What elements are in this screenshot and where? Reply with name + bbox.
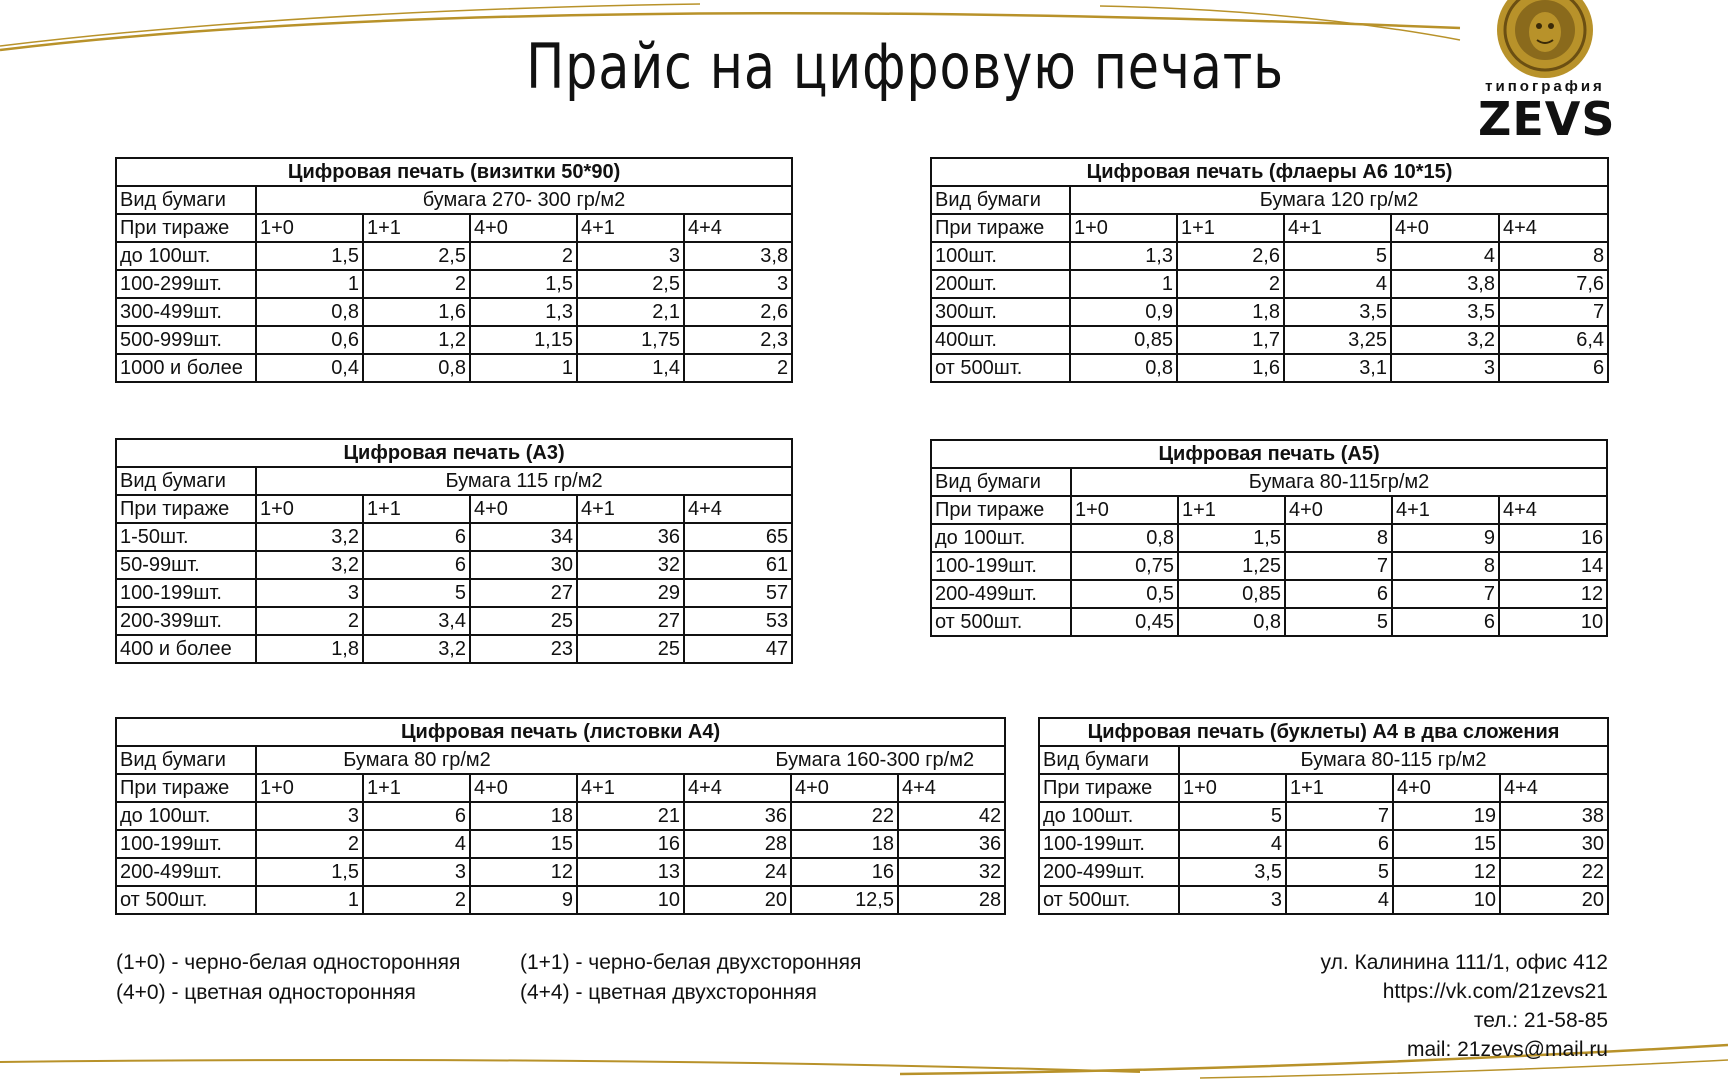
price-cell: 2,1 — [577, 298, 684, 326]
price-cell: 3 — [577, 242, 684, 270]
contact-info — [1321, 948, 1608, 1064]
price-table-a5 — [930, 439, 1608, 637]
table-row — [931, 326, 1608, 354]
col-header: 4+4 — [1499, 496, 1607, 524]
col-header: 4+0 — [470, 495, 577, 523]
price-cell: 2 — [256, 830, 363, 858]
price-cell: 5 — [1286, 858, 1393, 886]
price-cell: 2,5 — [577, 270, 684, 298]
paper-label: Вид бумаги — [931, 186, 1070, 214]
price-cell: 25 — [470, 607, 577, 635]
paper-type: Бумага 160-300 гр/м2 — [577, 746, 1005, 774]
price-cell: 2 — [470, 242, 577, 270]
paper-type: Бумага 115 гр/м2 — [256, 467, 792, 495]
price-cell: 2 — [363, 886, 470, 914]
price-cell: 3,4 — [363, 607, 470, 635]
price-cell: 5 — [1284, 242, 1391, 270]
qty-label: При тираже — [116, 774, 256, 802]
col-header: 1+0 — [1179, 774, 1286, 802]
col-header: 1+1 — [363, 214, 470, 242]
row-label: 100шт. — [931, 242, 1070, 270]
table-row — [116, 354, 792, 382]
legend-item: (1+1) - черно-белая двухсторонняя — [520, 951, 862, 974]
price-table-leaflets-a4 — [115, 717, 1006, 915]
price-cell: 3,2 — [256, 523, 363, 551]
col-header: 1+1 — [363, 774, 470, 802]
price-cell: 8 — [1285, 524, 1392, 552]
row-label: 300шт. — [931, 298, 1070, 326]
price-cell: 0,85 — [1178, 580, 1285, 608]
price-cell: 0,8 — [256, 298, 363, 326]
price-cell: 1,3 — [470, 298, 577, 326]
price-cell: 38 — [1500, 802, 1608, 830]
col-header: 1+0 — [256, 214, 363, 242]
price-cell: 4 — [1284, 270, 1391, 298]
col-header: 4+1 — [577, 214, 684, 242]
table-row — [1039, 830, 1608, 858]
price-cell: 4 — [363, 830, 470, 858]
row-label: до 100шт. — [116, 242, 256, 270]
price-cell: 0,9 — [1070, 298, 1177, 326]
price-cell: 32 — [898, 858, 1005, 886]
price-cell: 3 — [1179, 886, 1286, 914]
qty-label: При тираже — [116, 495, 256, 523]
row-label: 50-99шт. — [116, 551, 256, 579]
price-cell: 16 — [791, 858, 898, 886]
price-cell: 3,2 — [256, 551, 363, 579]
table-row — [116, 858, 1005, 886]
price-cell: 36 — [898, 830, 1005, 858]
col-header: 4+4 — [684, 214, 792, 242]
price-cell: 1 — [1070, 270, 1177, 298]
col-header: 4+0 — [791, 774, 898, 802]
price-table-booklets — [1038, 717, 1609, 915]
price-cell: 47 — [684, 635, 792, 663]
price-cell: 0,4 — [256, 354, 363, 382]
price-cell: 3,2 — [1391, 326, 1499, 354]
table-row — [931, 270, 1608, 298]
price-cell: 28 — [898, 886, 1005, 914]
price-cell: 3,8 — [1391, 270, 1499, 298]
price-cell: 1 — [256, 886, 363, 914]
row-label: от 500шт. — [931, 354, 1070, 382]
page-title: Прайс на цифровую печать — [526, 30, 1284, 103]
price-table-flyers — [930, 157, 1609, 383]
price-cell: 9 — [1392, 524, 1499, 552]
qty-label: При тираже — [116, 214, 256, 242]
price-cell: 6 — [1286, 830, 1393, 858]
logo-wordmark: ZEVS — [1478, 92, 1616, 146]
price-cell: 16 — [1499, 524, 1607, 552]
price-cell: 1,3 — [1070, 242, 1177, 270]
phone: тел.: 21-58-85 — [1473, 1009, 1608, 1032]
col-header: 1+1 — [1178, 496, 1285, 524]
table-row — [116, 551, 792, 579]
price-cell: 1,2 — [363, 326, 470, 354]
table-row — [931, 354, 1608, 382]
price-cell: 1,8 — [256, 635, 363, 663]
price-cell: 1,7 — [1177, 326, 1284, 354]
price-cell: 3,5 — [1391, 298, 1499, 326]
price-cell: 0,8 — [1071, 524, 1178, 552]
col-header: 4+0 — [1393, 774, 1500, 802]
row-label: 1-50шт. — [116, 523, 256, 551]
price-table-business-cards — [115, 157, 793, 383]
col-header: 4+0 — [1391, 214, 1499, 242]
price-table-a3 — [115, 438, 793, 664]
vk-link[interactable]: https://vk.com/21zevs21 — [1382, 980, 1608, 1003]
price-cell: 57 — [684, 579, 792, 607]
row-label: 400 и более — [116, 635, 256, 663]
table-row — [116, 802, 1005, 830]
row-label: 1000 и более — [116, 354, 256, 382]
row-label: 200-499шт. — [931, 580, 1071, 608]
price-cell: 1,15 — [470, 326, 577, 354]
price-cell: 30 — [1500, 830, 1608, 858]
legend-item: (4+4) - цветная двухсторонняя — [520, 981, 817, 1004]
price-cell: 1,6 — [1177, 354, 1284, 382]
price-cell: 12,5 — [791, 886, 898, 914]
price-cell: 32 — [577, 551, 684, 579]
row-label: 500-999шт. — [116, 326, 256, 354]
table-title: Цифровая печать (буклеты) А4 в два сложения — [1039, 718, 1608, 746]
price-cell: 1,5 — [256, 858, 363, 886]
price-cell: 12 — [1499, 580, 1607, 608]
price-cell: 15 — [1393, 830, 1500, 858]
table-row — [931, 608, 1607, 636]
price-cell: 23 — [470, 635, 577, 663]
medallion-icon — [1470, 0, 1620, 80]
row-label: 100-199шт. — [116, 830, 256, 858]
price-cell: 0,5 — [1071, 580, 1178, 608]
price-cell: 4 — [1391, 242, 1499, 270]
price-cell: 14 — [1499, 552, 1607, 580]
col-header: 1+0 — [1071, 496, 1178, 524]
paper-label: Вид бумаги — [1039, 746, 1179, 774]
price-cell: 28 — [684, 830, 791, 858]
col-header: 4+4 — [1500, 774, 1608, 802]
price-cell: 3 — [363, 858, 470, 886]
row-label: 100-199шт. — [931, 552, 1071, 580]
price-cell: 3 — [684, 270, 792, 298]
table-row — [931, 298, 1608, 326]
table-row — [931, 552, 1607, 580]
col-header: 1+0 — [256, 774, 363, 802]
price-cell: 2 — [684, 354, 792, 382]
price-cell: 3,8 — [684, 242, 792, 270]
col-header: 4+4 — [898, 774, 1005, 802]
price-cell: 30 — [470, 551, 577, 579]
price-cell: 1,5 — [256, 242, 363, 270]
price-cell: 0,8 — [363, 354, 470, 382]
col-header: 4+1 — [1284, 214, 1391, 242]
price-cell: 3 — [256, 802, 363, 830]
table-row — [1039, 858, 1608, 886]
paper-label: Вид бумаги — [931, 468, 1071, 496]
qty-label: При тираже — [931, 496, 1071, 524]
table-row — [116, 830, 1005, 858]
price-cell: 53 — [684, 607, 792, 635]
row-label: 100-299шт. — [116, 270, 256, 298]
col-header: 1+1 — [1177, 214, 1284, 242]
color-legend — [116, 948, 861, 1008]
price-cell: 20 — [1500, 886, 1608, 914]
table-row — [116, 635, 792, 663]
price-cell: 6 — [363, 551, 470, 579]
price-cell: 1,5 — [1178, 524, 1285, 552]
price-cell: 6 — [363, 523, 470, 551]
price-cell: 10 — [1393, 886, 1500, 914]
price-cell: 21 — [577, 802, 684, 830]
price-cell: 9 — [470, 886, 577, 914]
col-header: 1+1 — [1286, 774, 1393, 802]
price-cell: 1,8 — [1177, 298, 1284, 326]
row-label: 200-499шт. — [1039, 858, 1179, 886]
price-cell: 7 — [1285, 552, 1392, 580]
address: ул. Калинина 111/1, офис 412 — [1320, 951, 1608, 974]
table-title: Цифровая печать (А3) — [116, 439, 792, 467]
price-cell: 42 — [898, 802, 1005, 830]
price-cell: 3 — [1391, 354, 1499, 382]
paper-type: Бумага 80-115гр/м2 — [1071, 468, 1607, 496]
price-cell: 1 — [256, 270, 363, 298]
table-row — [116, 886, 1005, 914]
row-label: 400шт. — [931, 326, 1070, 354]
price-cell: 3,2 — [363, 635, 470, 663]
price-cell: 25 — [577, 635, 684, 663]
paper-label: Вид бумаги — [116, 186, 256, 214]
price-cell: 1,75 — [577, 326, 684, 354]
price-cell: 34 — [470, 523, 577, 551]
price-cell: 1,4 — [577, 354, 684, 382]
price-cell: 2,6 — [684, 298, 792, 326]
price-cell: 6 — [1392, 608, 1499, 636]
price-cell: 27 — [577, 607, 684, 635]
price-cell: 8 — [1392, 552, 1499, 580]
qty-label: При тираже — [931, 214, 1070, 242]
price-cell: 16 — [577, 830, 684, 858]
row-label: 100-199шт. — [116, 579, 256, 607]
price-cell: 5 — [1179, 802, 1286, 830]
price-cell: 29 — [577, 579, 684, 607]
price-cell: 0,85 — [1070, 326, 1177, 354]
price-cell: 1 — [470, 354, 577, 382]
col-header: 4+4 — [1499, 214, 1608, 242]
price-cell: 22 — [1500, 858, 1608, 886]
price-cell: 65 — [684, 523, 792, 551]
col-header: 4+1 — [1392, 496, 1499, 524]
col-header: 4+0 — [470, 214, 577, 242]
price-cell: 2,6 — [1177, 242, 1284, 270]
price-cell: 2,3 — [684, 326, 792, 354]
price-cell: 19 — [1393, 802, 1500, 830]
col-header: 4+0 — [1285, 496, 1392, 524]
price-cell: 5 — [363, 579, 470, 607]
price-cell: 13 — [577, 858, 684, 886]
col-header: 4+4 — [684, 774, 791, 802]
price-cell: 15 — [470, 830, 577, 858]
price-cell: 4 — [1179, 830, 1286, 858]
price-cell: 6 — [363, 802, 470, 830]
row-label: 200-499шт. — [116, 858, 256, 886]
price-cell: 8 — [1499, 242, 1608, 270]
price-cell: 4 — [1286, 886, 1393, 914]
price-cell: 10 — [577, 886, 684, 914]
price-cell: 5 — [1285, 608, 1392, 636]
price-cell: 7 — [1499, 298, 1608, 326]
price-cell: 7 — [1392, 580, 1499, 608]
price-cell: 18 — [470, 802, 577, 830]
table-row — [931, 242, 1608, 270]
paper-type: Бумага 80-115 гр/м2 — [1179, 746, 1608, 774]
table-row — [116, 326, 792, 354]
table-row — [931, 580, 1607, 608]
price-cell: 6 — [1499, 354, 1608, 382]
price-cell: 0,6 — [256, 326, 363, 354]
table-row — [1039, 802, 1608, 830]
row-label: 200шт. — [931, 270, 1070, 298]
price-cell: 27 — [470, 579, 577, 607]
price-cell: 2 — [1177, 270, 1284, 298]
col-header: 4+1 — [577, 774, 684, 802]
price-cell: 1,25 — [1178, 552, 1285, 580]
col-header: 4+0 — [470, 774, 577, 802]
price-cell: 6,4 — [1499, 326, 1608, 354]
table-row — [931, 524, 1607, 552]
price-cell: 2 — [363, 270, 470, 298]
row-label: 300-499шт. — [116, 298, 256, 326]
row-label: от 500шт. — [1039, 886, 1179, 914]
price-cell: 22 — [791, 802, 898, 830]
row-label: от 500шт. — [116, 886, 256, 914]
price-cell: 3,25 — [1284, 326, 1391, 354]
price-cell: 3,5 — [1179, 858, 1286, 886]
price-cell: 0,8 — [1178, 608, 1285, 636]
row-label: до 100шт. — [116, 802, 256, 830]
col-header: 4+4 — [684, 495, 792, 523]
price-cell: 0,75 — [1071, 552, 1178, 580]
email[interactable]: mail: 21zevs@mail.ru — [1406, 1038, 1608, 1061]
paper-type: бумага 270- 300 гр/м2 — [256, 186, 792, 214]
row-label: 100-199шт. — [1039, 830, 1179, 858]
price-cell: 18 — [791, 830, 898, 858]
price-cell: 24 — [684, 858, 791, 886]
col-header: 1+1 — [363, 495, 470, 523]
col-header: 1+0 — [1070, 214, 1177, 242]
row-label: до 100шт. — [931, 524, 1071, 552]
price-cell: 7,6 — [1499, 270, 1608, 298]
paper-type: Бумага 80 гр/м2 — [256, 746, 577, 774]
paper-type: Бумага 120 гр/м2 — [1070, 186, 1608, 214]
legend-item: (1+0) - черно-белая односторонняя — [116, 951, 461, 974]
table-row — [116, 242, 792, 270]
paper-label: Вид бумаги — [116, 746, 256, 774]
price-cell: 6 — [1285, 580, 1392, 608]
price-cell: 36 — [684, 802, 791, 830]
row-label: до 100шт. — [1039, 802, 1179, 830]
price-cell: 1,6 — [363, 298, 470, 326]
table-row — [116, 270, 792, 298]
table-title: Цифровая печать (визитки 50*90) — [116, 158, 792, 186]
table-row — [1039, 886, 1608, 914]
col-header: 1+0 — [256, 495, 363, 523]
price-cell: 3,5 — [1284, 298, 1391, 326]
qty-label: При тираже — [1039, 774, 1179, 802]
table-row — [116, 579, 792, 607]
price-cell: 1,5 — [470, 270, 577, 298]
table-title: Цифровая печать (листовки А4) — [116, 718, 1005, 746]
price-cell: 2,5 — [363, 242, 470, 270]
price-cell: 3,1 — [1284, 354, 1391, 382]
price-cell: 12 — [1393, 858, 1500, 886]
legend-item: (4+0) - цветная односторонняя — [116, 981, 416, 1004]
price-cell: 12 — [470, 858, 577, 886]
table-row — [116, 298, 792, 326]
price-cell: 0,8 — [1070, 354, 1177, 382]
logo-subtitle: типография — [1485, 78, 1605, 95]
price-cell: 0,45 — [1071, 608, 1178, 636]
company-logo — [1470, 0, 1620, 150]
price-cell: 10 — [1499, 608, 1607, 636]
row-label: от 500шт. — [931, 608, 1071, 636]
price-cell: 20 — [684, 886, 791, 914]
table-row — [116, 607, 792, 635]
table-row — [116, 523, 792, 551]
table-title: Цифровая печать (флаеры А6 10*15) — [931, 158, 1608, 186]
price-cell: 3 — [256, 579, 363, 607]
price-cell: 36 — [577, 523, 684, 551]
row-label: 200-399шт. — [116, 607, 256, 635]
col-header: 4+1 — [577, 495, 684, 523]
price-cell: 61 — [684, 551, 792, 579]
price-cell: 2 — [256, 607, 363, 635]
paper-label: Вид бумаги — [116, 467, 256, 495]
table-title: Цифровая печать (А5) — [931, 440, 1607, 468]
price-cell: 7 — [1286, 802, 1393, 830]
